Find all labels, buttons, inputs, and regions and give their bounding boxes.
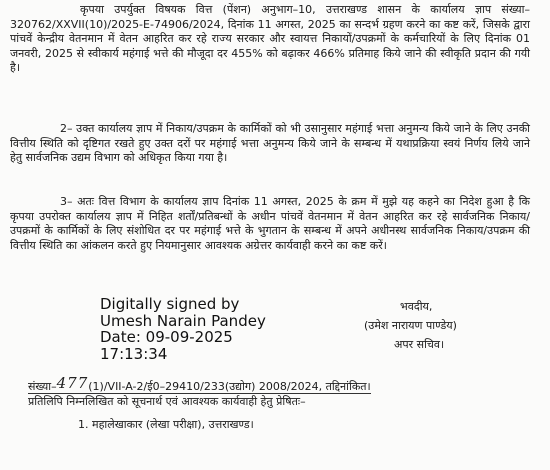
copy-to-heading: प्रतिलिपि निम्नलिखित को सूचनार्थ एवं आवश्यक कार्यवाही हेतु प्रेषितः– — [28, 395, 306, 408]
signature-signer: Umesh Narain Pandey — [100, 311, 266, 330]
paragraph-2: 2– उक्त कार्यालय ज्ञाप में निकाय/उपक्रम के कार्मिकों को भी उसानुसार महंगाई भत्ता अनुमन्य किये जाने के लिए उनकी वित्तीय स्थिति को दृष्टिगत रखते हुए उक्त दरों पर महंगाई भत्ता अनुमन्य किये जाने के सम्बन्ध में यथाप्रक्रिया स्वयं निर्णय लिये जाने हेतु सार्वजनिक उद्यम विभाग को अधिकृत किया गया है। — [10, 122, 530, 164]
signature-time: 17:13:34 — [100, 344, 168, 363]
closing-salutation: भवदीय, — [400, 300, 433, 313]
reference-prefix: संख्या– — [28, 380, 57, 393]
paragraph-1: कृपया उपर्युक्त विषयक वित्त (पेंशन) अनुभाग–10, उत्तराखण्ड शासन के कार्यालय ज्ञाप संख्या–320762/XXVII(10)/2025-E-74906/2024, दिनांक 11 अगस्त, 2025 का सन्दर्भ ग्रहण करने का कष्ट करें, जिसके द्वारा पांचवें केन्द्रीय वेतनमान में वेतन आहरित कर रहे राज्य सरकार और स्वायत्त निकायों/उपक्रमों के कर्मचारियों के लिए दिनांक 01 जनवरी, 2025 से स्वीकार्य महंगाई भत्ते की मौजूदा दर 455% को बढ़ाकर 466% प्रतिमाह किये जाने की स्वीकृति प्रदान की गयी है। — [10, 3, 530, 74]
officer-block — [364, 297, 514, 354]
recipient-item: 1. महालेखाकार (लेखा परीक्षा), उत्तराखण्ड। — [78, 418, 254, 431]
officer-designation: अपर सचिव। — [394, 338, 445, 351]
signature-line-1: Digitally signed by — [100, 295, 240, 313]
signature-date: Date: 09-09-2025 — [100, 328, 233, 346]
reference-number-text — [28, 374, 371, 394]
handwritten-number: 477 — [56, 374, 89, 392]
paragraph-3: 3– अतः वित्त विभाग के कार्यालय ज्ञाप दिनांक 11 अगस्त, 2025 के क्रम में मुझे यह कहने का निदेश हुआ है कि कृपया उपरोक्त कार्यालय ज्ञाप में निहित शर्तों/प्रतिबन्धों के अधीन पांचवें वेतनमान में वेतन आहरित कर रहे सार्वजनिक निकाय/उपक्रमों के कार्मिकों के लिए संशोधित दर पर महंगाई भत्ते के भुगतान के सम्बन्ध में अपने अधीनस्थ सार्वजनिक निकाय/उपक्रम की वित्तीय स्थिति का आंकलन करते हुए नियमानुसार आवश्यक अग्रेत्तर कार्यवाही करने का कष्ट करें। — [10, 195, 530, 252]
reference-rest: (1)/VII-A-2/ई0–29410/233(उद्योग) 2008/2024, तद्दिनांकित। — [88, 380, 371, 393]
reference-number — [28, 374, 540, 394]
officer-name: (उमेश नारायण पाण्डेय) — [364, 319, 457, 332]
